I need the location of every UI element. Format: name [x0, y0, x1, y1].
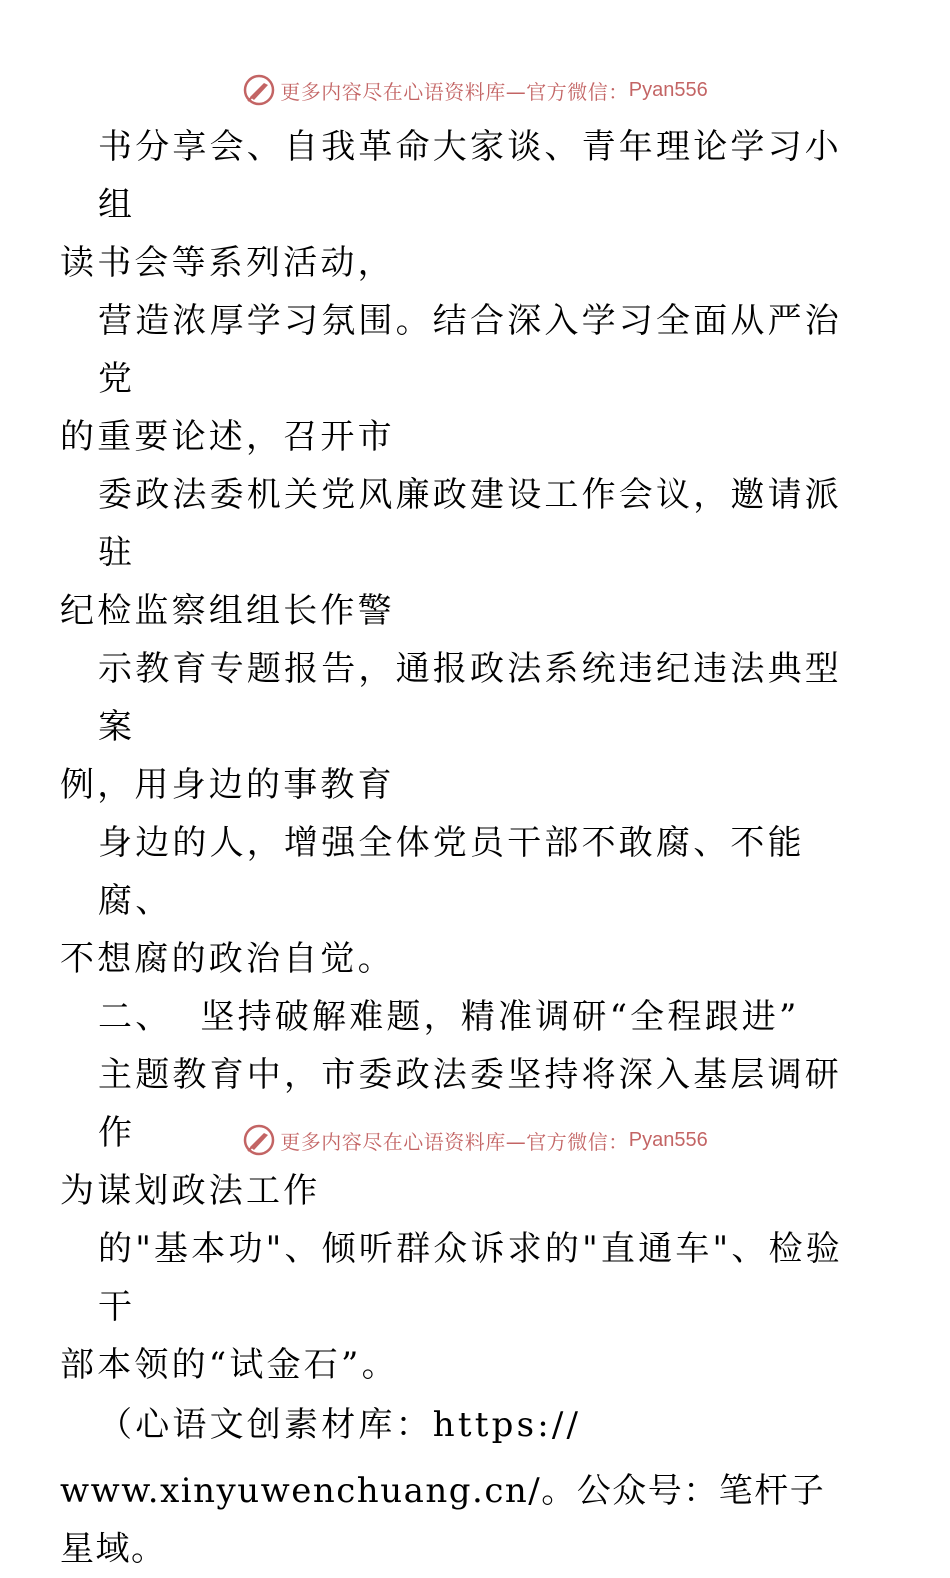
- paragraph: [60, 814, 858, 988]
- footer-watermark: [0, 1120, 950, 1160]
- text-line: 主题教育中，市委政法委坚持将深入基层调研作: [98, 1055, 842, 1153]
- document-body: [60, 118, 858, 1578]
- text-line: 部本领的“试金石”。: [60, 1345, 399, 1385]
- text-line: 为谋划政法工作: [60, 1171, 321, 1211]
- text-line: 营造浓厚学习氛围。结合深入学习全面从严治党: [98, 301, 842, 399]
- section-heading: [98, 988, 858, 1046]
- source-note: [60, 1396, 858, 1578]
- pen-logo-icon: [242, 1123, 276, 1157]
- heading-number: 二、: [98, 997, 173, 1037]
- watermark-text: 更多内容尽在心语资料库—官方微信：: [280, 1129, 629, 1154]
- watermark-text: 更多内容尽在心语资料库—官方微信：: [280, 79, 629, 104]
- paragraph: [60, 292, 858, 466]
- text-line: 委政法委机关党风廉政建设工作会议，邀请派驻: [98, 475, 842, 573]
- source-line: （心语文创素材库：https://: [98, 1405, 582, 1445]
- watermark-account: Pyan556: [628, 1128, 708, 1151]
- header-watermark: [0, 70, 950, 110]
- watermark-account: Pyan556: [628, 78, 708, 101]
- text-line: 的"基本功"、倾听群众诉求的"直通车"、检验干: [98, 1229, 843, 1327]
- text-line: 书分享会、自我革命大家谈、青年理论学习小组: [98, 127, 842, 225]
- source-url-line: www.xinyuwenchuang.cn/。公众号：笔杆子星域。: [60, 1471, 826, 1569]
- pen-logo-icon: [242, 73, 276, 107]
- text-line: 身边的人，增强全体党员干部不敢腐、不能腐、: [98, 823, 805, 921]
- paragraph: [60, 118, 858, 292]
- text-line: 纪检监察组组长作警: [60, 591, 395, 631]
- text-line: 不想腐的政治自觉。: [60, 939, 395, 979]
- paragraph: [60, 1220, 858, 1394]
- paragraph: [60, 466, 858, 640]
- text-line: 读书会等系列活动，: [60, 243, 395, 283]
- paragraph: [60, 640, 858, 814]
- text-line: 例，用身边的事教育: [60, 765, 395, 805]
- text-line: 示教育专题报告，通报政法系统违纪违法典型案: [98, 649, 842, 747]
- text-line: 的重要论述，召开市: [60, 417, 395, 457]
- heading-title: 坚持破解难题，精准调研“全程跟进”: [200, 997, 800, 1037]
- heading-line: [98, 988, 858, 1046]
